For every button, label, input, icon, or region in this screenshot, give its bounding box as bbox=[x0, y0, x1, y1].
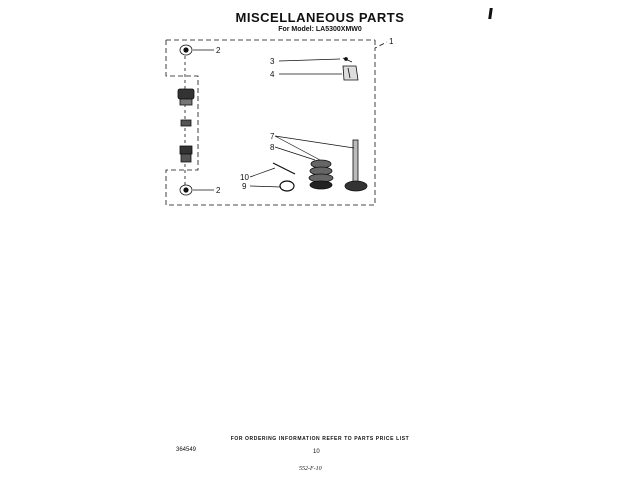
callout-10: 10 bbox=[240, 173, 249, 182]
page-title: MISCELLANEOUS PARTS bbox=[235, 10, 405, 25]
callout-8: 8 bbox=[270, 143, 275, 152]
callout-7: 7 bbox=[270, 132, 275, 141]
handwritten-note: 552-F-10 bbox=[299, 466, 322, 472]
leveling-foot-icon bbox=[345, 140, 367, 191]
callout-9: 9 bbox=[242, 182, 247, 191]
callout-4: 4 bbox=[270, 70, 275, 79]
ring-icon bbox=[280, 181, 294, 191]
document-code: 364549 bbox=[176, 447, 197, 453]
callout-1: 1 bbox=[389, 37, 394, 46]
spring-icon bbox=[309, 160, 333, 189]
model-subtitle: For Model: LA5300XMW0 bbox=[278, 26, 362, 33]
clip-icon bbox=[343, 66, 358, 80]
ordering-note: FOR ORDERING INFORMATION REFER TO PARTS PRICE LIST bbox=[230, 436, 410, 442]
nut-icon bbox=[180, 185, 192, 195]
nut-icon bbox=[180, 45, 192, 55]
screw-icon bbox=[343, 58, 352, 63]
leveling-leg-icon bbox=[178, 89, 194, 162]
page-number: 10 bbox=[313, 449, 320, 455]
callout-2-top: 2 bbox=[216, 46, 221, 55]
pin-icon bbox=[273, 163, 295, 174]
callout-3: 3 bbox=[270, 57, 275, 66]
callout-2-bottom: 2 bbox=[216, 186, 221, 195]
